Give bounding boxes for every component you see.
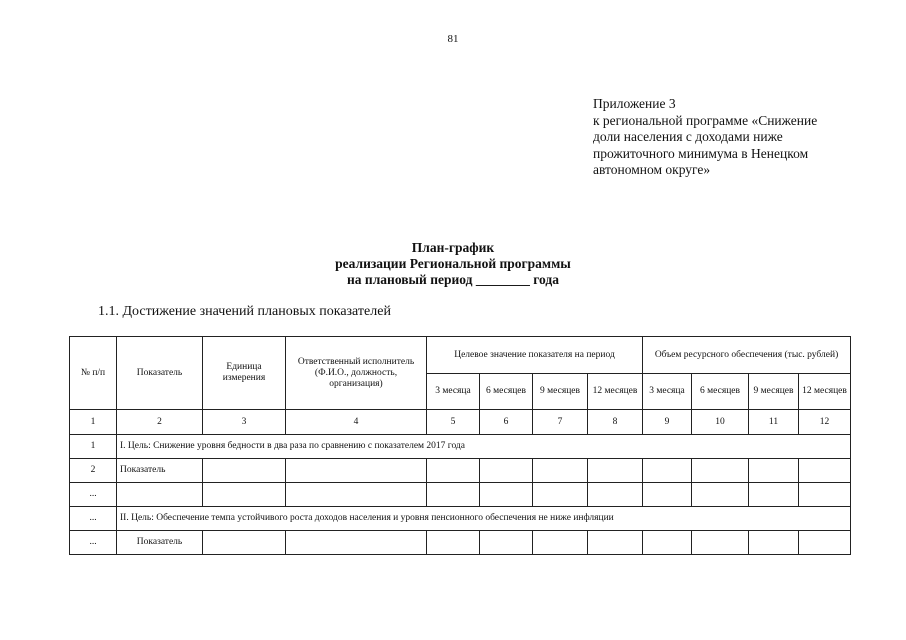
empty-cell — [588, 483, 643, 507]
header-target: Целевое значение показателя на период — [427, 337, 643, 374]
empty-cell — [427, 531, 480, 555]
column-number: 6 — [480, 410, 533, 435]
appendix-line: доли населения с доходами ниже — [593, 129, 783, 144]
header-period: 3 месяца — [643, 374, 692, 410]
empty-cell — [286, 483, 427, 507]
empty-cell — [533, 459, 588, 483]
row-number: ... — [70, 507, 117, 531]
empty-cell — [588, 459, 643, 483]
column-number: 10 — [692, 410, 749, 435]
empty-cell — [749, 531, 799, 555]
section-heading: 1.1. Достижение значений плановых показателей — [98, 304, 391, 319]
empty-cell — [427, 459, 480, 483]
header-period: 12 месяцев — [799, 374, 851, 410]
header-num: № п/п — [70, 337, 117, 410]
appendix-line: к региональной программе «Снижение — [593, 112, 818, 128]
empty-cell — [692, 531, 749, 555]
row-number: ... — [70, 483, 117, 507]
column-number: 1 — [70, 410, 117, 435]
empty-cell — [799, 459, 851, 483]
appendix-line: Приложение 3 — [593, 96, 676, 111]
goal-cell: II. Цель: Обеспечение темпа устойчивого роста доходов населения и уровня пенсионного обеспечения не ниже инфляции — [117, 507, 851, 531]
header-unit: Единица измерения — [203, 337, 286, 410]
appendix-line: прожиточного минимума в Ненецком — [593, 145, 809, 161]
column-number: 2 — [117, 410, 203, 435]
header-period: 12 месяцев — [588, 374, 643, 410]
title-line-1: План-график — [411, 240, 495, 255]
empty-cell — [203, 531, 286, 555]
document-title — [0, 240, 906, 288]
row-number: ... — [70, 531, 117, 555]
empty-cell — [643, 531, 692, 555]
header-period: 6 месяцев — [480, 374, 533, 410]
empty-cell — [203, 459, 286, 483]
table-row — [70, 459, 851, 483]
empty-cell — [286, 459, 427, 483]
empty-cell — [286, 531, 427, 555]
column-number: 11 — [749, 410, 799, 435]
empty-cell — [588, 531, 643, 555]
empty-cell — [480, 531, 533, 555]
empty-cell — [480, 459, 533, 483]
appendix-line: автономном округе» — [593, 162, 711, 177]
title-line-3: на плановый период ________ года — [347, 272, 559, 287]
header-period: 9 месяцев — [749, 374, 799, 410]
column-number: 9 — [643, 410, 692, 435]
empty-cell — [643, 483, 692, 507]
table-row — [70, 507, 851, 531]
plan-table — [69, 336, 851, 555]
column-number: 3 — [203, 410, 286, 435]
column-number: 4 — [286, 410, 427, 435]
header-period: 6 месяцев — [692, 374, 749, 410]
table-row — [70, 435, 851, 459]
goal-cell: I. Цель: Снижение уровня бедности в два раза по сравнению с показателем 2017 года — [117, 435, 851, 459]
table-row — [70, 531, 851, 555]
empty-cell — [749, 459, 799, 483]
empty-cell — [643, 459, 692, 483]
empty-cell — [480, 483, 533, 507]
column-number: 8 — [588, 410, 643, 435]
indicator-cell: Показатель — [117, 531, 203, 555]
empty-cell — [203, 483, 286, 507]
empty-cell — [427, 483, 480, 507]
header-resource: Объем ресурсного обеспечения (тыс. рублей) — [643, 337, 851, 374]
row-number: 1 — [70, 435, 117, 459]
table-row — [70, 483, 851, 507]
header-period: 9 месяцев — [533, 374, 588, 410]
empty-cell — [533, 531, 588, 555]
indicator-cell — [117, 483, 203, 507]
column-number: 7 — [533, 410, 588, 435]
page-number: 81 — [447, 33, 459, 45]
column-number: 5 — [427, 410, 480, 435]
indicator-cell: Показатель — [117, 459, 203, 483]
column-number: 12 — [799, 410, 851, 435]
row-number: 2 — [70, 459, 117, 483]
header-indicator: Показатель — [117, 337, 203, 410]
empty-cell — [799, 531, 851, 555]
title-line-2: реализации Региональной программы — [335, 256, 571, 271]
empty-cell — [799, 483, 851, 507]
header-executor: Ответственный исполнитель (Ф.И.О., должность, организация) — [286, 337, 427, 410]
empty-cell — [533, 483, 588, 507]
appendix-note — [593, 96, 873, 179]
empty-cell — [692, 459, 749, 483]
empty-cell — [692, 483, 749, 507]
empty-cell — [749, 483, 799, 507]
header-period: 3 месяца — [427, 374, 480, 410]
